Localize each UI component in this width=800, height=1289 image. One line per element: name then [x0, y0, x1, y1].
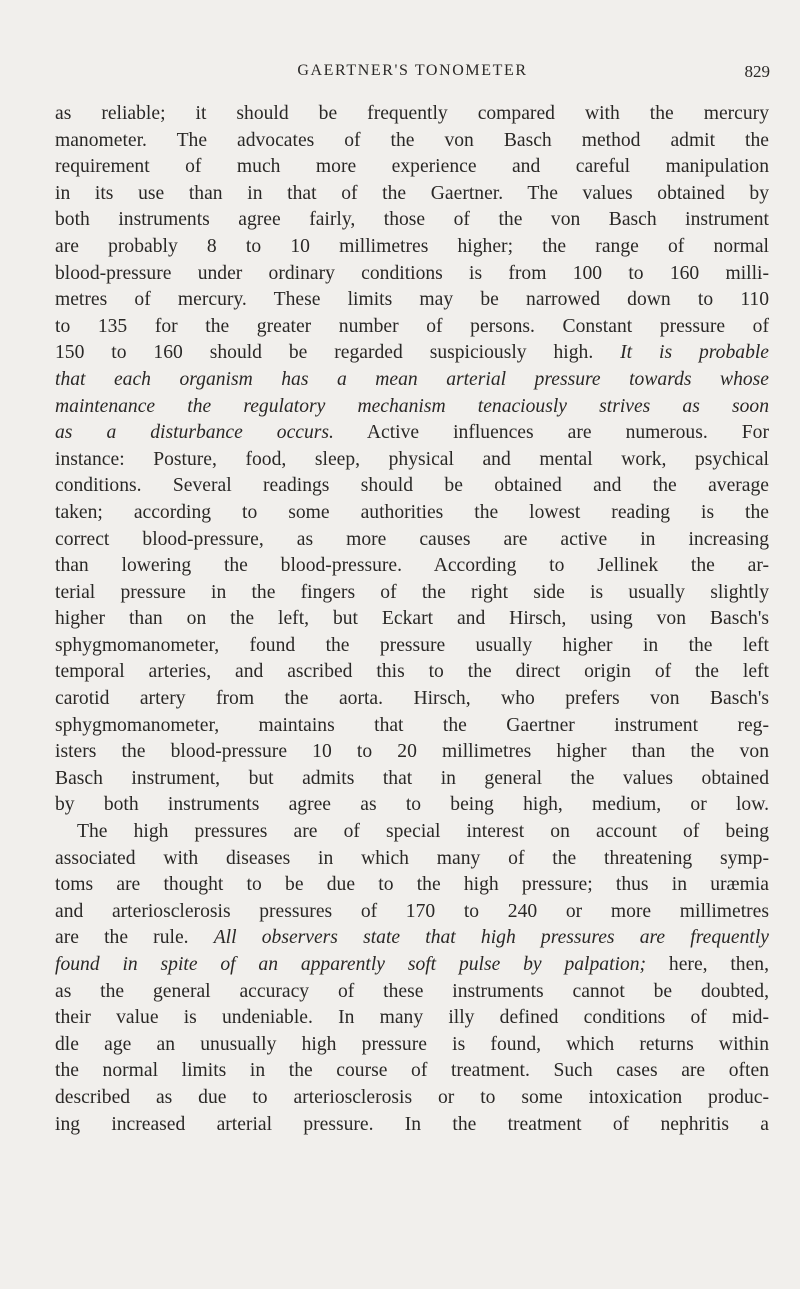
text-line: conditions. Several readings should be obtained and the average	[55, 475, 769, 497]
text-line: metres of mercury. These limits may be narrowed down to 110	[55, 289, 769, 311]
text-line: terial pressure in the fingers of the right side is usually slightly	[55, 581, 769, 603]
text-line: instance: Posture, food, sleep, physical and mental work, psychical	[55, 448, 769, 470]
text-line-italic	[55, 394, 769, 421]
text-line: Basch instrument, but admits that in general the values obtained	[55, 767, 769, 789]
italic-segment: as a disturbance occurs.	[55, 422, 334, 444]
text-line: The high pressures are of special interest on account of being	[77, 821, 769, 843]
text-line: both instruments agree fairly, those of the von Basch instrument	[55, 209, 769, 231]
running-head	[55, 62, 770, 86]
italic-segment: It is probable	[620, 342, 770, 364]
text-segment: here, then,	[668, 954, 769, 975]
text-line: toms are thought to be due to the high pressure; thus in uræmia	[55, 874, 769, 896]
italic-segment: maintenance the regulatory mechanism tenaciously strives as soon	[55, 395, 769, 417]
text-line: sphygmomanometer, found the pressure usually higher in the left	[55, 634, 769, 656]
text-line: as the general accuracy of these instruments cannot be doubted,	[55, 980, 769, 1002]
text-line: requirement of much more experience and careful manipulation	[55, 156, 769, 178]
text-segment: 150 to 160 should be regarded suspiciously high.	[55, 342, 594, 364]
text-line: manometer. The advocates of the von Basch method admit the	[55, 129, 769, 151]
text-line: ing increased arterial pressure. In the treatment of nephritis a	[55, 1113, 769, 1135]
text-line: to 135 for the greater number of persons. Constant pressure of	[55, 315, 769, 337]
text-line: sphygmomanometer, maintains that the Gaertner instrument reg-	[55, 714, 769, 736]
text-line: their value is undeniable. In many illy defined conditions of mid-	[55, 1007, 769, 1029]
body-text	[55, 101, 769, 1138]
text-line: in its use than in that of the Gaertner. The values obtained by	[55, 182, 769, 204]
text-segment: are the rule.	[55, 927, 189, 949]
text-line: dle age an unusually high pressure is found, which returns within	[55, 1033, 769, 1055]
text-line: and arteriosclerosis pressures of 170 to 240 or more millimetres	[55, 900, 769, 922]
text-line: as reliable; it should be frequently compared with the mercury	[55, 103, 769, 124]
text-line: blood-pressure under ordinary conditions is from 100 to 160 milli-	[55, 262, 769, 284]
text-line: correct blood-pressure, as more causes are active in increasing	[55, 528, 769, 550]
italic-segment: found in spite of an apparently soft pulse by palpation;	[55, 954, 647, 975]
italic-segment: that each organism has a mean arterial pressure towards whose	[55, 368, 769, 390]
text-segment: Active influences are numerous. For	[366, 422, 769, 444]
running-title: GAERTNER'S TONOMETER	[297, 62, 528, 79]
italic-segment: All observers state that high pressures are frequently	[213, 927, 769, 949]
text-line: taken; according to some authorities the lowest reading is the	[55, 501, 769, 523]
text-line: carotid artery from the aorta. Hirsch, who prefers von Basch's	[55, 688, 769, 710]
text-line-mixed	[55, 340, 769, 367]
text-line: by both instruments agree as to being high, medium, or low.	[55, 794, 769, 816]
text-line: described as due to arteriosclerosis or to some intoxication produc-	[55, 1086, 769, 1108]
text-line: higher than on the left, but Eckart and Hirsch, using von Basch's	[55, 608, 769, 630]
text-line: the normal limits in the course of treatment. Such cases are often	[55, 1060, 769, 1082]
text-line: temporal arteries, and ascribed this to the direct origin of the left	[55, 661, 769, 683]
text-line-mixed	[55, 925, 769, 952]
text-line: associated with diseases in which many of the threatening symp-	[55, 847, 769, 869]
text-line-mixed	[55, 952, 769, 979]
text-line: than lowering the blood-pressure. According to Jellinek the ar-	[55, 555, 769, 577]
text-line: are probably 8 to 10 millimetres higher; the range of normal	[55, 235, 769, 257]
page-number: 829	[744, 62, 770, 81]
text-line-mixed	[55, 420, 769, 447]
text-line-italic	[55, 367, 769, 394]
text-line: isters the blood-pressure 10 to 20 millimetres higher than the von	[55, 741, 769, 763]
